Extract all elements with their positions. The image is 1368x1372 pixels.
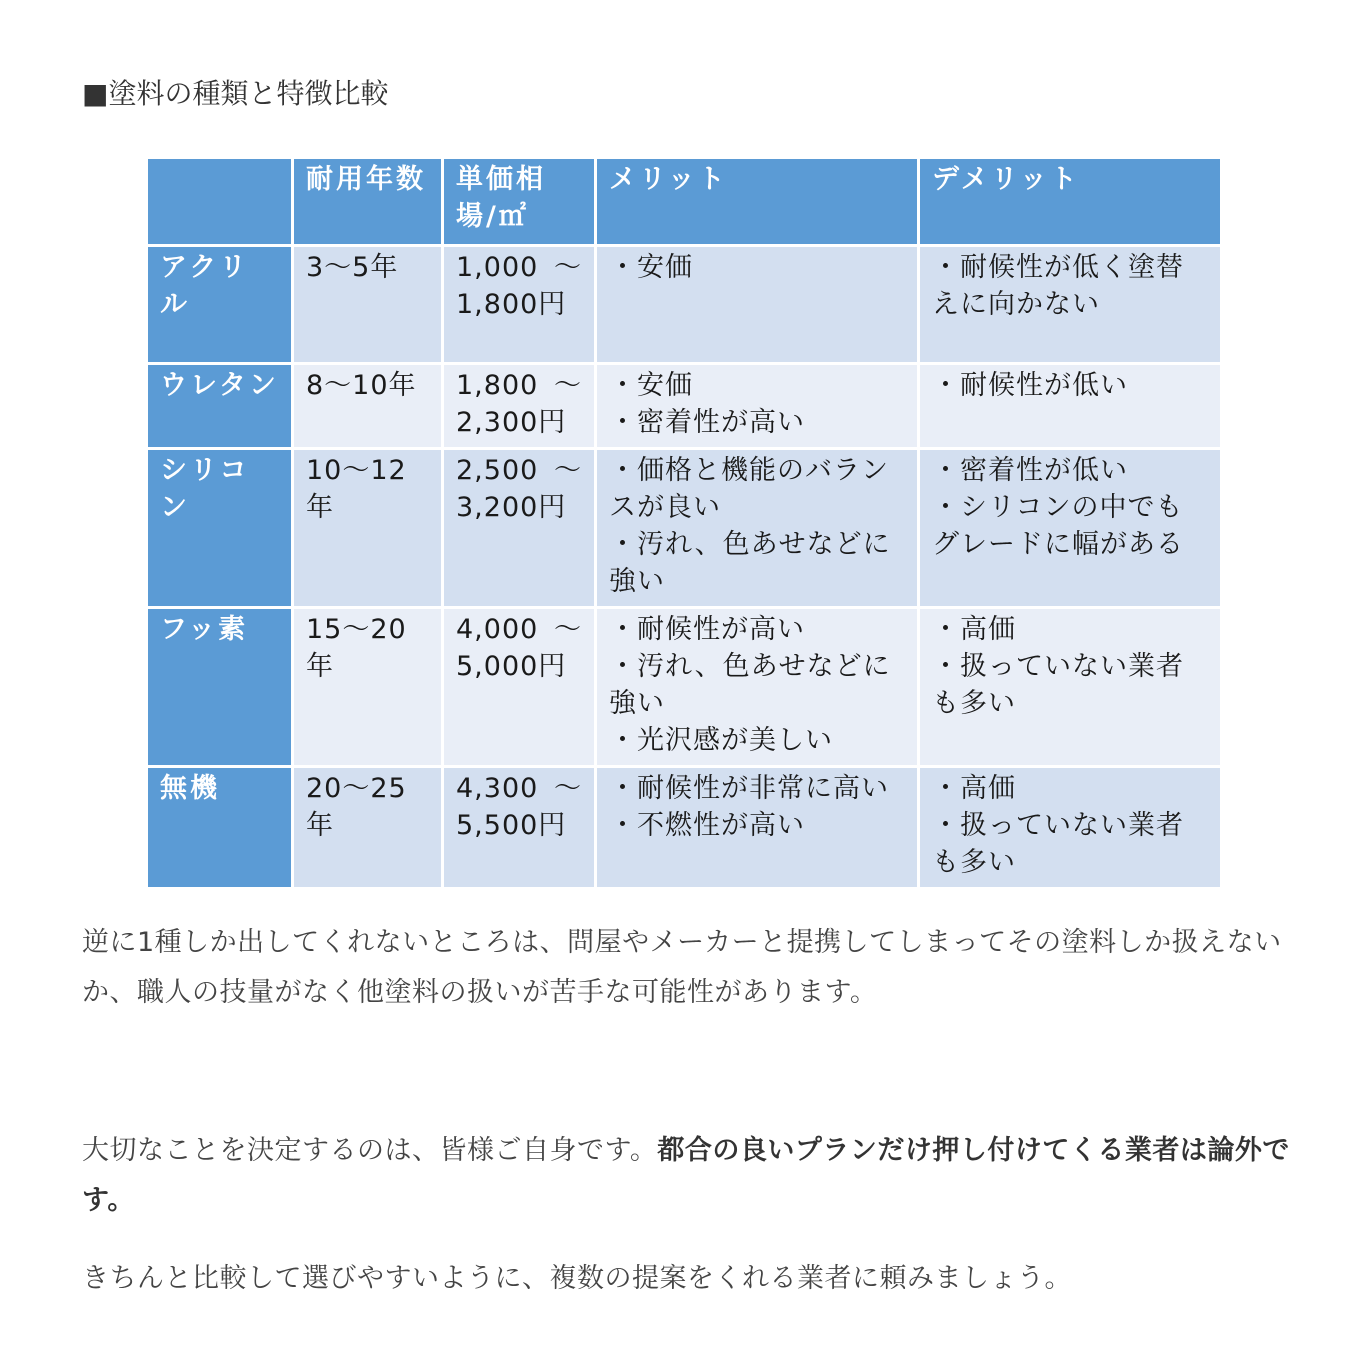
paragraph-limited-options: 逆に1種しか出してくれないところは、問屋やメーカーと提携してしまってその塗料しか扱えないか、職人の技量がなく他塗料の扱いが苦手な可能性があります。 (82, 927, 1282, 1008)
paragraph-compare-advice: きちんと比較して選びやすいように、複数の提案をくれる業者に頼みましょう。 (82, 1263, 1072, 1294)
demerit-item: ・耐候性が低い (932, 370, 1128, 401)
header-cell-empty (147, 158, 293, 246)
price-to: 3,200円 (456, 492, 567, 523)
price-to: 1,800円 (456, 289, 567, 320)
table-row (147, 608, 1222, 767)
table-header-row (147, 158, 1222, 246)
cell-demerits (919, 767, 1222, 889)
price-range-line (456, 770, 582, 807)
cell-price (443, 608, 596, 767)
cell-demerits (919, 449, 1222, 608)
demerit-item: ・扱っていない業者も多い (932, 651, 1184, 719)
merit-item: ・耐候性が非常に高い (609, 773, 889, 804)
merit-item: ・不燃性が高い (609, 810, 805, 841)
price-range-line (456, 611, 582, 648)
row-name-urethane: ウレタン (147, 364, 293, 449)
paragraph-decision-emphasis: 都合の良いプランだけ押し付けてくる業者は論外です。 (82, 1135, 1290, 1216)
merit-item: ・汚れ、色あせなどに強い (609, 529, 891, 597)
merit-item: ・耐候性が高い (609, 614, 805, 645)
demerit-item: ・扱っていない業者も多い (932, 810, 1184, 878)
header-cell-price: 単価相場/㎡ (443, 158, 596, 246)
merit-item: ・光沢感が美しい (609, 725, 833, 756)
cell-merits (596, 449, 919, 608)
price-from: 1,000 (456, 252, 539, 283)
row-name-silicone: シリコン (147, 449, 293, 608)
row-name-inorganic: 無機 (147, 767, 293, 889)
merit-item: ・密着性が高い (609, 407, 805, 438)
cell-price (443, 449, 596, 608)
cell-demerits (919, 246, 1222, 364)
cell-price (443, 767, 596, 889)
demerit-item: ・密着性が低い (932, 455, 1128, 486)
row-name-acrylic: アクリル (147, 246, 293, 364)
merit-item: ・安価 (609, 252, 693, 283)
price-tilde: 〜 (554, 773, 582, 804)
table-row (147, 246, 1222, 364)
cell-years: 3〜5年 (293, 246, 443, 364)
cell-years: 10〜12年 (293, 449, 443, 608)
comparison-table-container (145, 156, 1220, 890)
cell-demerits (919, 608, 1222, 767)
cell-merits (596, 246, 919, 364)
section-heading: ■塗料の種類と特徴比較 (82, 77, 389, 110)
paragraph-decision (82, 1126, 1292, 1226)
price-range-line (456, 367, 582, 404)
demerit-item: ・高価 (932, 614, 1016, 645)
merit-item: ・安価 (609, 370, 693, 401)
price-to: 5,000円 (456, 651, 567, 682)
cell-demerits (919, 364, 1222, 449)
cell-years: 20〜25年 (293, 767, 443, 889)
price-from: 4,300 (456, 773, 539, 804)
price-from: 4,000 (456, 614, 539, 645)
cell-merits (596, 364, 919, 449)
paint-comparison-table (145, 156, 1223, 890)
price-tilde: 〜 (554, 455, 582, 486)
price-range-line (456, 249, 582, 286)
header-cell-merits: メリット (596, 158, 919, 246)
cell-years: 8〜10年 (293, 364, 443, 449)
demerit-item: ・高価 (932, 773, 1016, 804)
price-to: 5,500円 (456, 810, 567, 841)
price-tilde: 〜 (554, 252, 582, 283)
table-row (147, 449, 1222, 608)
price-from: 2,500 (456, 455, 539, 486)
merit-item: ・汚れ、色あせなどに強い (609, 651, 891, 719)
cell-price (443, 364, 596, 449)
price-tilde: 〜 (554, 370, 582, 401)
price-to: 2,300円 (456, 407, 567, 438)
cell-years: 15〜20年 (293, 608, 443, 767)
header-cell-demerits: デメリット (919, 158, 1222, 246)
header-cell-years: 耐用年数 (293, 158, 443, 246)
table-row (147, 767, 1222, 889)
paragraph-decision-text: 大切なことを決定するのは、皆様ご自身です。 (82, 1135, 658, 1166)
demerit-item: ・耐候性が低く塗替えに向かない (932, 252, 1184, 320)
table-row (147, 364, 1222, 449)
row-name-fluorine: フッ素 (147, 608, 293, 767)
demerit-item: ・シリコンの中でもグレードに幅がある (932, 492, 1184, 560)
merit-item: ・価格と機能のバランスが良い (609, 455, 889, 523)
cell-price (443, 246, 596, 364)
price-range-line (456, 452, 582, 489)
price-tilde: 〜 (554, 614, 582, 645)
price-from: 1,800 (456, 370, 539, 401)
cell-merits (596, 767, 919, 889)
cell-merits (596, 608, 919, 767)
